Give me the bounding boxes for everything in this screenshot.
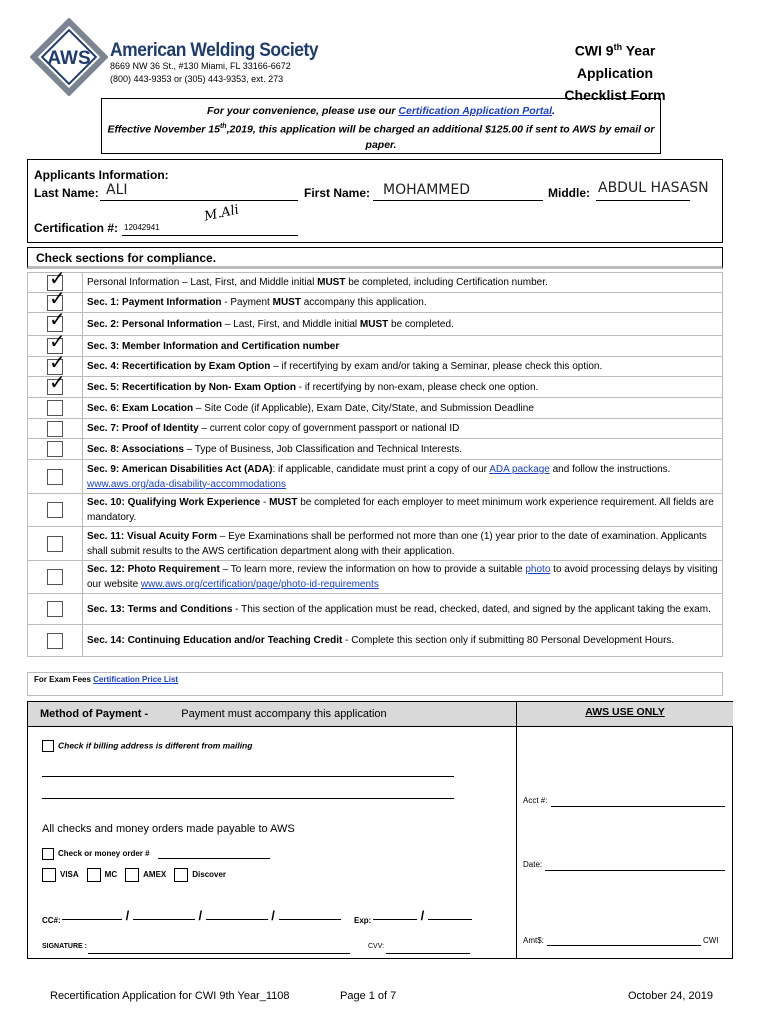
cvv-label: CVV:	[368, 943, 385, 950]
checklist-text: Sec. 1: Payment Information - Payment MUST accompany this application.	[83, 293, 723, 313]
checklist-url-link[interactable]: www.aws.org/ada-disability-accommodations	[87, 478, 286, 490]
checklist-row	[28, 561, 723, 594]
checklist-row	[28, 419, 723, 439]
billing-line-1[interactable]	[42, 776, 454, 777]
handwritten-signature: M.Ali	[202, 202, 241, 225]
cc-label: CC#:	[42, 916, 61, 925]
checklist-row	[28, 594, 723, 625]
middle-value: ABDUL HASASN	[598, 180, 709, 196]
checklist-checkbox[interactable]	[47, 536, 63, 552]
middle-field[interactable]	[596, 200, 690, 201]
svg-text:AWS: AWS	[47, 48, 91, 69]
first-name-field[interactable]	[373, 200, 543, 201]
check-number-field[interactable]	[158, 858, 270, 859]
billing-checkbox[interactable]	[42, 740, 54, 752]
payable-note: All checks and money orders made payable to AWS	[42, 823, 295, 835]
portal-link[interactable]: Certification Application Portal	[398, 105, 553, 117]
checklist-text: Sec. 2: Personal Information – Last, First, and Middle initial MUST be completed.	[83, 313, 723, 336]
exp-label: Exp:	[354, 916, 372, 925]
checklist-checkbox[interactable]	[47, 633, 63, 649]
cc-number-field[interactable]: / / /	[62, 908, 341, 923]
billing-line-2[interactable]	[42, 798, 454, 799]
checklist-row	[28, 398, 723, 419]
checklist-row	[28, 494, 723, 527]
checklist-text: Sec. 5: Recertification by Non- Exam Option - if recertifying by non-exam, please check one option.	[83, 377, 723, 398]
form-title: CWI 9th Year Application Checklist Form	[540, 36, 690, 106]
checklist-checkbox[interactable]	[47, 441, 63, 457]
signature-label: SIGNATURE :	[42, 943, 87, 950]
checklist-row	[28, 336, 723, 357]
org-name: American Welding Society	[110, 40, 319, 61]
checklist-row	[28, 377, 723, 398]
signature-field[interactable]	[88, 953, 350, 954]
acct-field	[551, 806, 725, 807]
checklist-text: Sec. 8: Associations – Type of Business, Job Classification and Technical Interests.	[83, 439, 723, 460]
checklist-row	[28, 625, 723, 657]
checklist-text: Personal Information – Last, First, and Middle initial MUST be completed, including Certification number.	[83, 273, 723, 293]
amt-field	[547, 945, 701, 946]
checklist-table	[27, 265, 723, 657]
checklist-row	[28, 527, 723, 561]
card-checkbox[interactable]	[42, 868, 56, 882]
card-option-discover[interactable]: Discover	[174, 870, 226, 879]
card-checkbox[interactable]	[174, 868, 188, 882]
checklist-checkbox[interactable]	[47, 469, 63, 485]
card-option-amex[interactable]: AMEX	[125, 870, 166, 879]
payment-header: Method of Payment - Payment must accompany this application	[28, 702, 516, 727]
form-title-line1: CWI 9th Year	[574, 42, 656, 59]
checkmark-icon: ✓	[49, 307, 66, 331]
card-option-visa[interactable]: VISA	[42, 870, 79, 879]
checklist-checkbox[interactable]	[47, 421, 63, 437]
checklist-link[interactable]: ADA package	[489, 463, 550, 475]
last-name-value: ALI	[106, 182, 128, 198]
checklist-text: Sec. 12: Photo Requirement – To learn more, review the information on how to provide a suitable photo to avoid processing delays by visiting our website www.aws.org/certification/page/photo-id-requirements	[83, 561, 723, 594]
checklist-row	[28, 357, 723, 377]
first-name-label: First Name:	[304, 186, 371, 200]
applicant-heading: Applicants Information:	[34, 168, 169, 182]
exp-field[interactable]: /	[373, 908, 472, 923]
aws-use-only: AWS USE ONLY	[516, 702, 733, 727]
checklist-text: Sec. 4: Recertification by Exam Option – if recertifying by exam and/or taking a Seminar, please check this option.	[83, 357, 723, 377]
acct-label: Acct #:	[523, 796, 548, 805]
last-name-field[interactable]	[100, 200, 298, 201]
billing-check-row[interactable]: Check if billing address is different from mailing	[42, 740, 252, 752]
first-name-value: MOHAMMED	[383, 182, 470, 198]
aws-use-only-area	[516, 726, 733, 958]
date-label: Date:	[523, 860, 543, 869]
checklist-text: Sec. 11: Visual Acuity Form – Eye Examinations shall be performed not more than one (1) year prior to the date of examination. Applicants shall submit results to the AWS certification department along with their application.	[83, 527, 723, 561]
checklist-url-link[interactable]: www.aws.org/certification/page/photo-id-requirements	[140, 579, 379, 590]
checkmark-icon: ✓	[49, 370, 66, 394]
card-checkbox[interactable]	[87, 868, 101, 882]
checklist-row	[28, 293, 723, 313]
checklist-row	[28, 313, 723, 336]
checklist-link[interactable]: photo	[525, 564, 551, 575]
checklist-checkbox[interactable]	[47, 601, 63, 617]
footer-page: Page 1 of 7	[340, 990, 397, 1002]
cvv-field[interactable]	[386, 953, 470, 954]
amt-label: Amt$:	[523, 936, 544, 945]
checklist-text: Sec. 7: Proof of Identity – current color copy of government passport or national ID	[83, 419, 723, 439]
checkmark-icon: ✓	[49, 285, 66, 310]
check-money-order-row[interactable]: Check or money order #	[42, 848, 150, 860]
card-checkbox[interactable]	[125, 868, 139, 882]
checklist-checkbox[interactable]	[47, 569, 63, 585]
checklist-title: Check sections for compliance.	[27, 247, 723, 269]
checkmark-icon: ✓	[49, 349, 66, 374]
cert-value: 12042941	[124, 223, 160, 232]
applicant-section	[27, 159, 723, 243]
checklist-text: Sec. 14: Continuing Education and/or Teaching Credit - Complete this section only if submitting 80 Personal Development Hours.	[83, 625, 723, 657]
payment-section	[27, 701, 733, 959]
checkmark-icon: ✓	[49, 329, 66, 353]
checklist-text: Sec. 10: Qualifying Work Experience - MUST be completed for each employer to meet minimum work experience requirement. All fields are mandatory.	[83, 494, 723, 527]
checklist-row	[28, 460, 723, 494]
card-type-row	[42, 868, 234, 882]
aws-logo	[30, 18, 108, 96]
exam-fees: For Exam Fees Certification Price List	[27, 672, 723, 696]
checklist-checkbox[interactable]	[47, 400, 63, 416]
checklist-checkbox[interactable]	[47, 502, 63, 518]
middle-label: Middle:	[548, 186, 590, 200]
footer-doc-name: Recertification Application for CWI 9th Year_1108	[50, 990, 290, 1002]
checkmark-icon: ✓	[49, 265, 66, 290]
cert-label: Certification #:	[34, 221, 119, 235]
last-name-label: Last Name:	[34, 186, 99, 200]
notice-fee-text: Effective November 15th,2019, this application will be charged an additional $125.00 if sent to AWS by email or paper.	[107, 123, 655, 151]
org-address: 8669 NW 36 St., #130 Miami, FL 33166-6672 (800) 443-9353 or (305) 443-9353, ext. 273	[110, 61, 291, 84]
footer-date: October 24, 2019	[628, 990, 714, 1002]
checklist-row	[28, 273, 723, 293]
cert-field[interactable]	[122, 235, 298, 236]
checklist-checkbox[interactable]	[47, 370, 66, 395]
checklist-text: Sec. 9: American Disabilities Act (ADA): if applicable, candidate must print a copy of our ADA package and follow the instructions. www.aws.org/ada-disability-accommodations	[83, 460, 723, 494]
check-money-order-checkbox[interactable]	[42, 848, 54, 860]
checklist-text: Sec. 6: Exam Location – Site Code (if Applicable), Exam Date, City/State, and Submission Deadline	[83, 398, 723, 419]
checklist-text: Sec. 13: Terms and Conditions - This section of the application must be read, checked, dated, and signed by the applicant taking the exam.	[83, 594, 723, 625]
card-option-mc[interactable]: MC	[87, 870, 117, 879]
checklist-text: Sec. 3: Member Information and Certification number	[83, 336, 723, 357]
notice-box: For your convenience, please use our Certification Application Portal. Effective November 15th,2019, this application will be charged an additional $125.00 if sent to AWS by email or paper.	[101, 98, 661, 154]
price-list-link[interactable]: Certification Price List	[93, 675, 179, 684]
checklist-row	[28, 439, 723, 460]
date-field	[545, 870, 725, 871]
amt-suffix: CWI	[703, 936, 719, 945]
